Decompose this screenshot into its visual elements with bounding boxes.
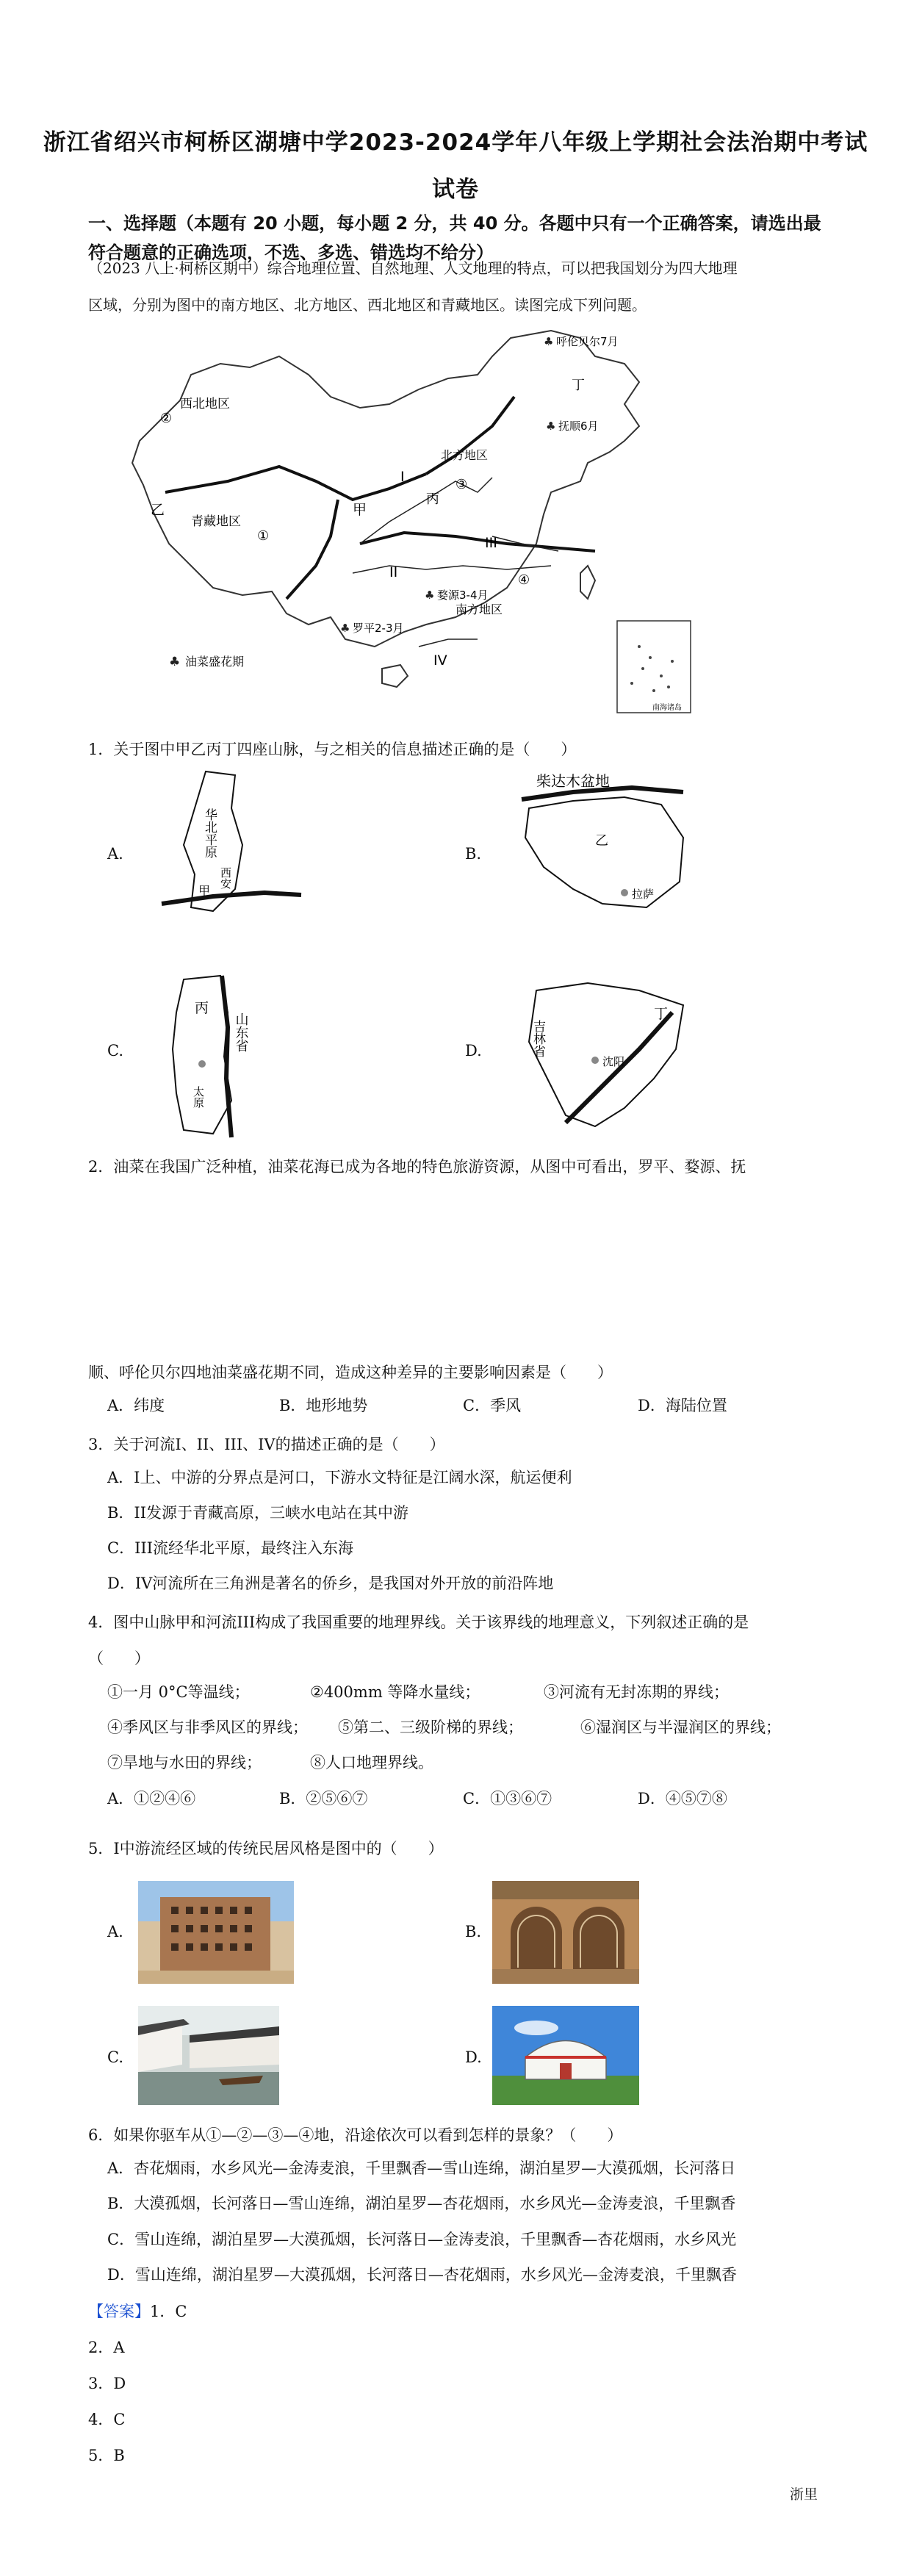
- q4-item-1: ①一月 0°C等温线；: [107, 1683, 250, 1701]
- map-label-ding: 丁: [572, 378, 585, 393]
- paper-title-line1: 浙江省绍兴市柯桥区湖塘中学2023-2024学年八年级上学期社会法治期中考试: [43, 129, 868, 156]
- boundary-north-northwest: [426, 397, 514, 474]
- q6-option-c[interactable]: C．雪山连绵，湖泊星罗—大漠孤烟，长河落日—金涛麦浪，千里飘香—杏花烟雨，水乡风光: [107, 2231, 737, 2248]
- q4-option-c[interactable]: C．①③⑥⑦: [463, 1790, 552, 1807]
- q5-option-c-photo-water-town[interactable]: [138, 2006, 279, 2105]
- q4-option-d[interactable]: D．④⑤⑦⑧: [638, 1790, 727, 1807]
- q4-item-8: ⑧人口地理界线。: [310, 1754, 433, 1771]
- q1c-city-dot: [198, 1060, 206, 1068]
- map-label-r2: II: [389, 564, 398, 580]
- q5-option-a-photo-earthen-building[interactable]: [138, 1881, 294, 1984]
- q1a-mountain-jia: [162, 893, 301, 904]
- south-sea-label: 南海诸岛: [652, 704, 682, 712]
- q6-option-b[interactable]: B．大漠孤烟，长河落日—雪山连绵，湖泊星罗—杏花烟雨，水乡风光—金涛麦浪，千里飘香: [107, 2195, 736, 2212]
- q1b-label-1: 柴达木盆地: [536, 772, 610, 790]
- intro-line2: 区域，分别为图中的南方地区、北方地区、西北地区和青藏地区。读图完成下列问题。: [88, 296, 647, 314]
- q1-option-b-map[interactable]: [514, 771, 705, 918]
- south-sea-inset-frame: [617, 621, 691, 713]
- q4-item-5: ⑤第二、三级阶梯的界线；: [338, 1719, 523, 1736]
- paper-title-line2: 试卷: [432, 176, 479, 203]
- q6-option-d[interactable]: D．雪山连绵，湖泊星罗—大漠孤烟，长河落日—杏花烟雨，水乡风光—金涛麦浪，千里飘香: [107, 2266, 737, 2284]
- bloom-marker-hulunbuir: ♣: [544, 335, 554, 348]
- boundary-northwest: [165, 467, 426, 500]
- q2-option-d[interactable]: D．海陆位置: [638, 1397, 727, 1414]
- map-label-r4: IV: [433, 652, 447, 669]
- q3-option-b[interactable]: B．II发源于青藏高原，三峡水电站在其中游: [107, 1504, 409, 1522]
- map-label-south: 南方地区: [455, 602, 503, 616]
- q4-item-4: ④季风区与非季风区的界线；: [107, 1719, 308, 1736]
- taiwan-island: [580, 566, 595, 599]
- map-label-r3: III: [485, 535, 497, 551]
- map-label-c2: ②: [160, 411, 173, 426]
- map-label-yi: 乙: [151, 502, 165, 518]
- answer-3: 3．D: [88, 2375, 126, 2392]
- map-label-north: 北方地区: [441, 448, 489, 462]
- q3-option-a[interactable]: A．I上、中游的分界点是河口，下游水文特征是江阔水深，航运便利: [107, 1469, 572, 1486]
- china-region-map: [110, 323, 720, 727]
- answer-line-1: [88, 2300, 187, 2322]
- q1-option-d-label[interactable]: D.: [465, 1042, 482, 1059]
- q3-option-d[interactable]: D．IV河流所在三角洲是著名的侨乡，是我国对外开放的前沿阵地: [107, 1575, 554, 1592]
- q1c-label-1: 丙: [195, 1000, 209, 1016]
- q4-item-7: ⑦旱地与水田的界线；: [107, 1754, 262, 1771]
- hainan-island: [382, 665, 408, 687]
- map-label-qinghai-tibet: 青藏地区: [191, 514, 241, 529]
- q2-option-c[interactable]: C．季风: [463, 1397, 522, 1414]
- boundary-qinghai-tibet: [287, 500, 338, 599]
- intro-source: （2023 八上·柯桥区期中）: [88, 259, 267, 277]
- q1c-label-3: 太原: [192, 1086, 205, 1108]
- q1-option-a-map[interactable]: [154, 764, 309, 948]
- map-label-luoping: 罗平2-3月: [353, 622, 404, 635]
- q1c-mountain-bing: [222, 976, 231, 1137]
- q5-option-a-label[interactable]: A.: [107, 1923, 123, 1940]
- q1d-label-2: 沈阳: [602, 1055, 625, 1068]
- q2-stem: 2．油菜在我国广泛种植，油菜花海已成为各地的特色旅游资源，从图中可看出，罗平、婺源、抚: [88, 1158, 746, 1176]
- q1-option-b-label[interactable]: B.: [465, 845, 482, 863]
- q1a-label-2: 西安: [219, 867, 232, 889]
- map-legend-clover-icon: ♣: [169, 655, 181, 669]
- q1-option-c-map[interactable]: [154, 968, 287, 1145]
- intro-text1: 综合地理位置、自然地理、人文地理的特点，可以把我国划分为四大地理: [267, 259, 738, 277]
- map-label-fushun: 抚顺6月: [558, 420, 599, 433]
- intro-line1: [88, 251, 830, 285]
- q2-stem-cont: 顺、呼伦贝尔四地油菜盛花期不同，造成这种差异的主要影响因素是（ ）: [88, 1364, 613, 1381]
- q1-option-d-map[interactable]: [514, 968, 698, 1137]
- q1d-city-dot: [591, 1057, 599, 1064]
- answer-tag: 【答案】: [88, 2303, 150, 2320]
- q1b-label-3: 拉萨: [632, 888, 655, 901]
- q4-item-2: ②400mm 等降水量线；: [310, 1683, 480, 1701]
- q5-option-c-label[interactable]: C.: [107, 2048, 123, 2066]
- map-legend-label: 油菜盛花期: [185, 655, 245, 669]
- bloom-marker-luoping: ♣: [340, 622, 350, 635]
- q1-stem: 1．关于图中甲乙丙丁四座山脉，与之相关的信息描述正确的是（ ）: [88, 741, 577, 758]
- page-footer: 浙里: [790, 2486, 818, 2503]
- map-label-hulunbuir: 呼伦贝尔7月: [556, 335, 619, 348]
- q1b-city-dot: [621, 889, 628, 896]
- q1a-label-3: 甲: [198, 884, 211, 898]
- bloom-marker-wuyuan: ♣: [425, 589, 435, 602]
- map-label-wuyuan: 婺源3-4月: [437, 589, 489, 602]
- boundary-north-south: [360, 533, 595, 551]
- map-label-c1: ①: [257, 528, 270, 544]
- q1b-label-2: 乙: [595, 833, 608, 849]
- q6-option-a[interactable]: A．杏花烟雨，水乡风光—金涛麦浪，千里飘香—雪山连绵，湖泊星罗—大漠孤烟，长河落日: [107, 2159, 736, 2177]
- q5-option-d-photo-yurt[interactable]: [492, 2006, 639, 2105]
- q1c-label-2: 山东省: [233, 1012, 249, 1052]
- q1b-outline: [525, 797, 683, 907]
- q4-item-3: ③河流有无封冻期的界线；: [544, 1683, 729, 1701]
- answer-4: 4．C: [88, 2411, 126, 2428]
- q5-option-b-photo-cave-dwelling[interactable]: [492, 1881, 639, 1984]
- answer-1: 1．C: [150, 2303, 187, 2320]
- answer-5: 5．B: [88, 2447, 125, 2464]
- section-heading: 一、选择题（本题有 20 小题，每小题 2 分，共 40 分。各题中只有一个正确答案，请选出最符合题意的正确选项，不选、多选、错选均不给分）: [88, 213, 821, 263]
- q4-option-a[interactable]: A．①②④⑥: [107, 1790, 196, 1807]
- map-label-c4: ④: [518, 572, 530, 588]
- q5-option-b-label[interactable]: B.: [465, 1923, 482, 1940]
- bloom-marker-fushun: ♣: [546, 420, 556, 433]
- q1a-label-1: 华北平原: [202, 808, 217, 858]
- q6-stem: 6．如果你驱车从①—②—③—④地，沿途依次可以看到怎样的景象？（ ）: [88, 2126, 623, 2144]
- q2-option-b[interactable]: B．地形地势: [279, 1397, 368, 1414]
- q3-stem: 3．关于河流I、II、III、IV的描述正确的是（ ）: [88, 1436, 445, 1453]
- river-IV: [419, 639, 478, 647]
- q1-option-c-label[interactable]: C.: [107, 1042, 123, 1059]
- q4-item-6: ⑥湿润区与半湿润区的界线；: [580, 1719, 781, 1736]
- q5-option-d-label[interactable]: D.: [465, 2048, 482, 2066]
- map-label-r1: I: [400, 469, 405, 485]
- q1-option-a-label[interactable]: A.: [107, 845, 123, 863]
- q1d-label-1: 吉林省: [530, 1020, 545, 1057]
- map-label-northwest: 西北地区: [180, 397, 230, 411]
- q3-option-c[interactable]: C．III流经华北平原，最终注入东海: [107, 1539, 353, 1557]
- south-sea-islands: [630, 645, 674, 692]
- q4-stem-cont: （ ）: [88, 1649, 150, 1667]
- q4-option-b[interactable]: B．②⑤⑥⑦: [279, 1790, 368, 1807]
- q2-option-a[interactable]: A．纬度: [107, 1397, 165, 1414]
- q1d-label-3: 丁: [654, 1006, 669, 1022]
- answer-2: 2．A: [88, 2339, 125, 2356]
- map-label-bing: 丙: [426, 492, 439, 507]
- map-label-jia: 甲: [353, 502, 367, 518]
- q4-stem: 4．图中山脉甲和河流III构成了我国重要的地理界线。关于该界线的地理意义，下列叙述正确的是: [88, 1613, 749, 1631]
- q5-stem: 5．I中游流经区域的传统民居风格是图中的（ ）: [88, 1840, 444, 1857]
- map-label-c3: ③: [455, 477, 468, 492]
